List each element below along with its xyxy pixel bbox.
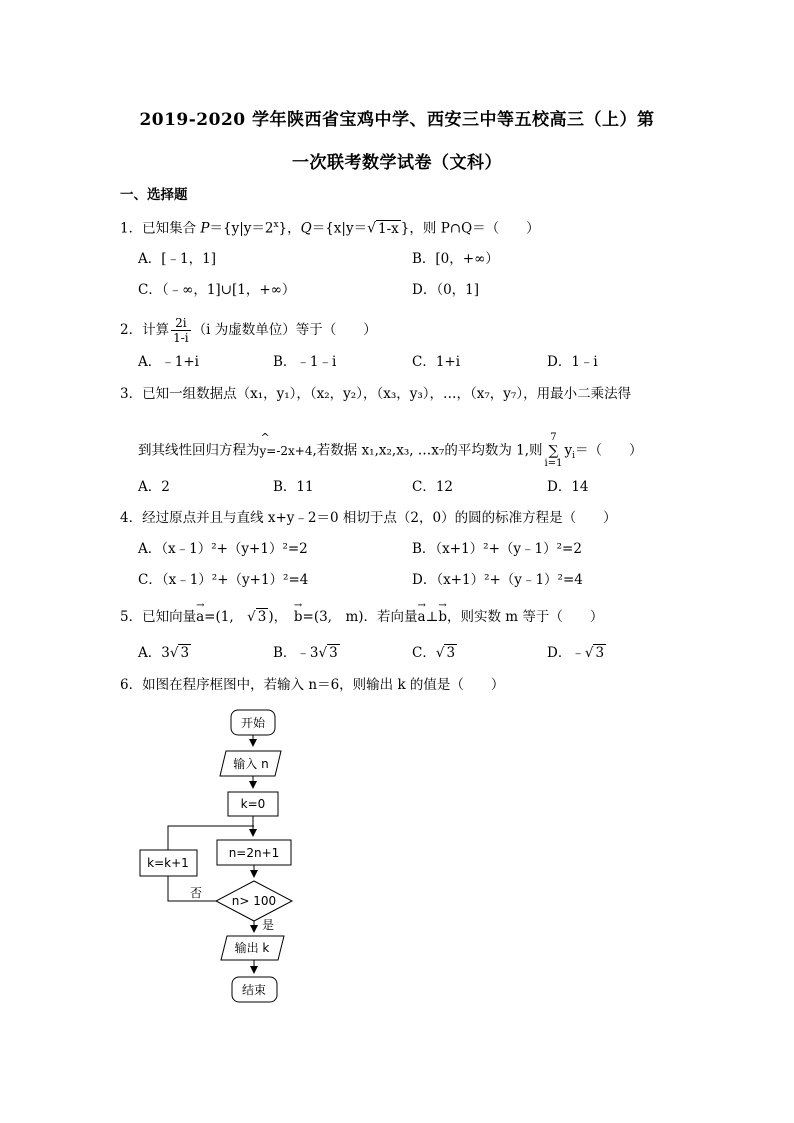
flow-no-label: 否 <box>189 886 203 900</box>
q1-text-d: ＝{x|y＝ <box>311 220 368 237</box>
q1-var-q: Q <box>300 220 312 237</box>
q2-text-post: （i 为虚数单位）等于（ ） <box>192 322 377 338</box>
q5-option-c: C．√ 3 <box>412 645 456 661</box>
q5-text-e: ，则实数 m 等于（ ） <box>446 609 604 625</box>
q1-text-b: ＝{y|y＝2 <box>209 220 274 237</box>
question-3-line2: 到其线性回归方程为 ^ y=-2x+4,若数据 x₁,x₂,x₃, …x₇的平均数为 1,则 7 ∑ i=1 $y_i=$（ ） <box>138 430 643 469</box>
flow-condition-label: n> 100 <box>231 894 277 908</box>
q5-text-a: 5．已知向量 <box>120 609 197 625</box>
q1-text-a: 已知集合 <box>142 220 201 237</box>
q5-perp: ⊥ <box>425 609 439 625</box>
q3-option-d: D．14 <box>547 479 589 495</box>
q5-vector-b2: → b <box>438 608 447 626</box>
q4-option-a: A．（x﹣1）²+（y+1）²=2 <box>138 541 308 557</box>
q2-option-b: B．﹣1﹣i <box>273 354 337 370</box>
q4-option-c: C．（x﹣1）²+（y+1）²=4 <box>138 572 309 588</box>
q5-option-a: A．3√ 3 <box>138 645 190 661</box>
q5-text-c: )， <box>268 609 281 625</box>
page-title-line2: 一次联考数学试卷（文科） <box>292 153 502 173</box>
q4-option-d: D．（x+1）²+（y﹣1）²=4 <box>412 572 583 588</box>
q5-vector-a2: → a <box>418 608 426 626</box>
q1-text-c: }， <box>278 220 301 237</box>
q1-sqrt: 1-x <box>378 220 399 237</box>
q5-c-pre: C． <box>412 645 436 661</box>
q2-frac-num: 2i <box>171 316 191 331</box>
q1-option-d: D．（0，1] <box>412 282 480 298</box>
q4-option-b: B．（x+1）²+（y﹣1）²=2 <box>412 541 582 557</box>
q1-option-b: B．[0，+∞） <box>412 251 499 267</box>
q3-text-b: ,若数据 x₁,x₂,x₃, …x₇的平均数为 1,则 <box>312 442 543 459</box>
q1-text-e: }，则 <box>400 220 441 237</box>
flow-start-label: 开始 <box>240 716 266 730</box>
q5-option-b: B．﹣3√ 3 <box>273 645 338 661</box>
q5-a-pre: A．3 <box>138 645 170 661</box>
flow-yes-label: 是 <box>261 918 275 932</box>
q5-c-rad: 3 <box>446 645 456 661</box>
q3-text-c: ＝（ ） <box>575 442 643 459</box>
q5-b-pre: B．﹣3 <box>273 645 319 661</box>
q3-sum-sub: i <box>572 451 575 462</box>
q5-d-pre: D．﹣ <box>547 645 585 661</box>
q1-option-a: A．[﹣1，1] <box>138 251 216 267</box>
question-number: 1． <box>120 220 143 237</box>
q5-vector-b: → b <box>294 608 303 626</box>
question-4-stem: 4．经过原点并且与直线 x+y﹣2＝0 相切于点（2，0）的圆的标准方程是（ ） <box>120 510 617 526</box>
question-number: 2． <box>120 322 143 338</box>
q2-text-pre: 计算 <box>142 322 170 338</box>
question-3-line1: 3．已知一组数据点（x₁，y₁），（x₂，y₂），（x₃，y₃），…，（x₇，y₇），用最小二乘法得 <box>120 386 632 402</box>
q5-d-rad: 3 <box>595 645 605 661</box>
q2-option-d: D．1﹣i <box>547 354 598 370</box>
q3-text-a: 到其线性回归方程为 <box>138 442 260 459</box>
q3-sum-bottom: i=1 <box>544 458 563 469</box>
q2-frac-den: 1-i <box>173 331 189 345</box>
q5-text-d: =(3, m)．若向量 <box>302 609 418 625</box>
q5-vector-a: → a <box>196 608 204 626</box>
flow-update-n-label: n=2n+1 <box>228 846 280 860</box>
flow-init-label: k=0 <box>240 797 266 811</box>
section-heading: 一、选择题 <box>120 187 188 203</box>
q3-option-c: C．12 <box>412 479 454 495</box>
question-6-stem: 6．如图在程序框图中，若输入 n＝6，则输出 k 的值是（ ） <box>120 677 505 693</box>
flow-end-label: 结束 <box>241 983 267 997</box>
flow-input-label: 输入 n <box>233 757 269 771</box>
q1-sup: x <box>273 220 279 230</box>
flow-update-k-label: k=k+1 <box>147 856 189 870</box>
question-1-stem: 1．已知集合 $P=\{y|y=2^x\}$，Q＝{x|y＝√ 1-x }，则 P∩Q＝（ ） <box>120 220 540 237</box>
q3-option-b: B．11 <box>273 479 314 495</box>
q1-var-p: P <box>200 220 210 237</box>
q3-regression-eq: y=-2x+4 <box>259 443 313 458</box>
q1-text-f: P∩Q＝（ ） <box>440 220 540 237</box>
q2-option-c: C．1+i <box>412 354 461 370</box>
question-5-stem: 5．已知向量→ a=(1, √ 3 )， → b=(3, m)．若向量→ a⊥→ b，则实数 m 等于（ ） <box>120 608 603 626</box>
q5-text-b: =(1, <box>204 609 248 625</box>
q5-b-rad: 3 <box>329 645 338 661</box>
flow-output-label: 输出 k <box>234 941 270 955</box>
q1-option-c: C．（﹣∞，1]∪[1，+∞） <box>138 282 296 298</box>
q5-a-rad: 3 <box>180 645 190 661</box>
q2-option-a: A．﹣1+i <box>138 354 199 370</box>
q5-option-d: D．﹣√ 3 <box>547 645 605 661</box>
q3-sum-term: y <box>564 442 573 459</box>
q3-sum-top: 7 <box>550 432 557 443</box>
q3-sum-symbol: ∑ <box>548 443 559 459</box>
q5-sqrt3: 3 <box>257 609 267 625</box>
q3-option-a: A．2 <box>138 479 170 495</box>
page-title-line1: 2019-2020 学年陕西省宝鸡中学、西安三中等五校高三（上）第 <box>139 110 655 130</box>
